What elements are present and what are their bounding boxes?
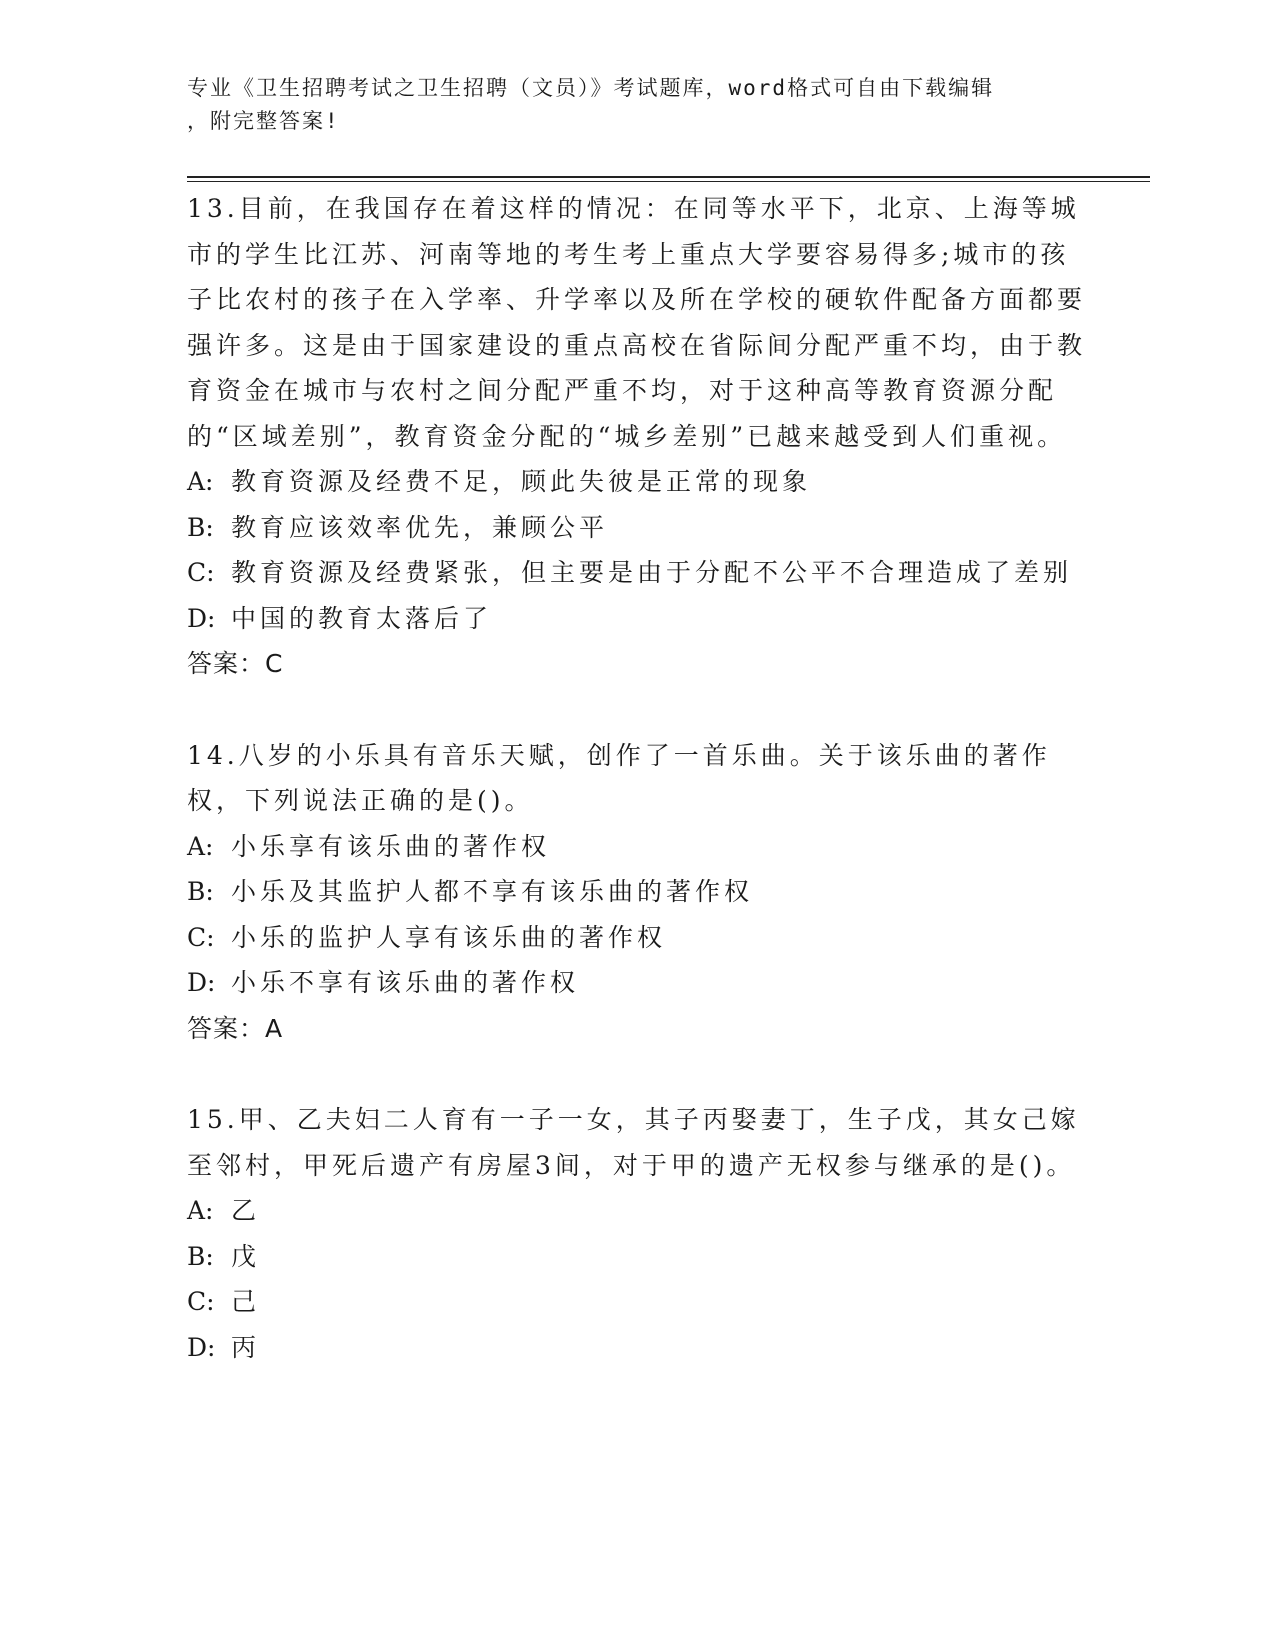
option-letter: B: <box>187 512 214 542</box>
question-13-option-d <box>187 596 1087 642</box>
question-15-option-d <box>187 1325 1087 1371</box>
question-13-option-c <box>187 550 1087 596</box>
option-letter: C: <box>187 558 215 587</box>
header-divider-thick <box>187 176 1150 178</box>
question-13-answer: 答案：C <box>187 649 284 678</box>
option-text: 小乐及其监护人都不享有该乐曲的著作权 <box>231 877 754 906</box>
option-text: 中国的教育太落后了 <box>231 603 493 633</box>
question-15 <box>187 1097 1087 1370</box>
option-letter: B: <box>187 877 214 906</box>
option-letter: D: <box>187 1332 216 1362</box>
option-text: 丙 <box>231 1332 261 1362</box>
option-text: 戊 <box>231 1241 261 1271</box>
option-text: 乙 <box>231 1196 261 1225</box>
option-letter: A: <box>187 467 214 496</box>
spacer <box>187 1051 1087 1097</box>
question-14-option-d <box>187 960 1087 1006</box>
question-13 <box>187 186 1087 687</box>
option-letter: A: <box>187 831 214 861</box>
question-15-option-c <box>187 1279 1087 1325</box>
option-text: 教育资源及经费紧张，但主要是由于分配不公平不合理造成了差别 <box>231 558 1073 587</box>
option-letter: C: <box>187 1287 215 1316</box>
question-list <box>187 186 1087 1370</box>
option-letter: B: <box>187 1241 214 1271</box>
document-header <box>187 72 1067 138</box>
option-letter: C: <box>187 922 215 952</box>
question-14-text: 14.八岁的小乐具有音乐天赋，创作了一首乐曲。关于该乐曲的著作权，下列说法正确的是()。 <box>187 740 1051 815</box>
option-text: 教育资源及经费不足，顾此失彼是正常的现象 <box>231 467 812 496</box>
question-15-option-a <box>187 1188 1087 1234</box>
question-15-text: 15.甲、乙夫妇二人育有一子一女，其子丙娶妻丁，生子戊，其女己嫁至邻村，甲死后遗产有房屋3间，对于甲的遗产无权参与继承的是()。 <box>187 1105 1080 1180</box>
option-text: 己 <box>231 1287 261 1316</box>
option-text: 小乐不享有该乐曲的著作权 <box>231 968 580 997</box>
question-13-option-b <box>187 505 1087 551</box>
option-letter: A: <box>187 1196 214 1225</box>
option-text: 小乐享有该乐曲的著作权 <box>231 831 551 861</box>
header-divider-thin <box>187 181 1150 182</box>
option-letter: D: <box>187 968 216 997</box>
option-text: 小乐的监护人享有该乐曲的著作权 <box>231 922 667 952</box>
header-line-1: 专业《卫生招聘考试之卫生招聘（文员）》考试题库，word格式可自由下载编辑 <box>187 76 995 100</box>
question-15-option-b <box>187 1234 1087 1280</box>
question-13-text: 13.目前，在我国存在着这样的情况：在同等水平下，北京、上海等城市的学生比江苏、河南等地的考生考上重点大学要容易得多;城市的孩子比农村的孩子在入学率、升学率以及所在学校的硬软件配备方面都要强许多。这是由于国家建设的重点高校在省际间分配严重不均，由于教育资金在城市与农村之间分配严重不均，对于这种高等教育资源分配的“区域差别”，教育资金分配的“城乡差别”已越来越受到人们重视。 <box>187 194 1087 451</box>
spacer <box>187 687 1087 733</box>
question-14-answer: 答案：A <box>187 1013 284 1043</box>
option-letter: D: <box>187 603 216 633</box>
option-text: 教育应该效率优先，兼顾公平 <box>231 512 609 542</box>
question-14 <box>187 733 1087 1052</box>
question-14-option-c <box>187 915 1087 961</box>
question-14-option-b <box>187 869 1087 915</box>
question-13-option-a <box>187 459 1087 505</box>
header-line-2: ，附完整答案! <box>187 109 340 133</box>
question-14-option-a <box>187 824 1087 870</box>
